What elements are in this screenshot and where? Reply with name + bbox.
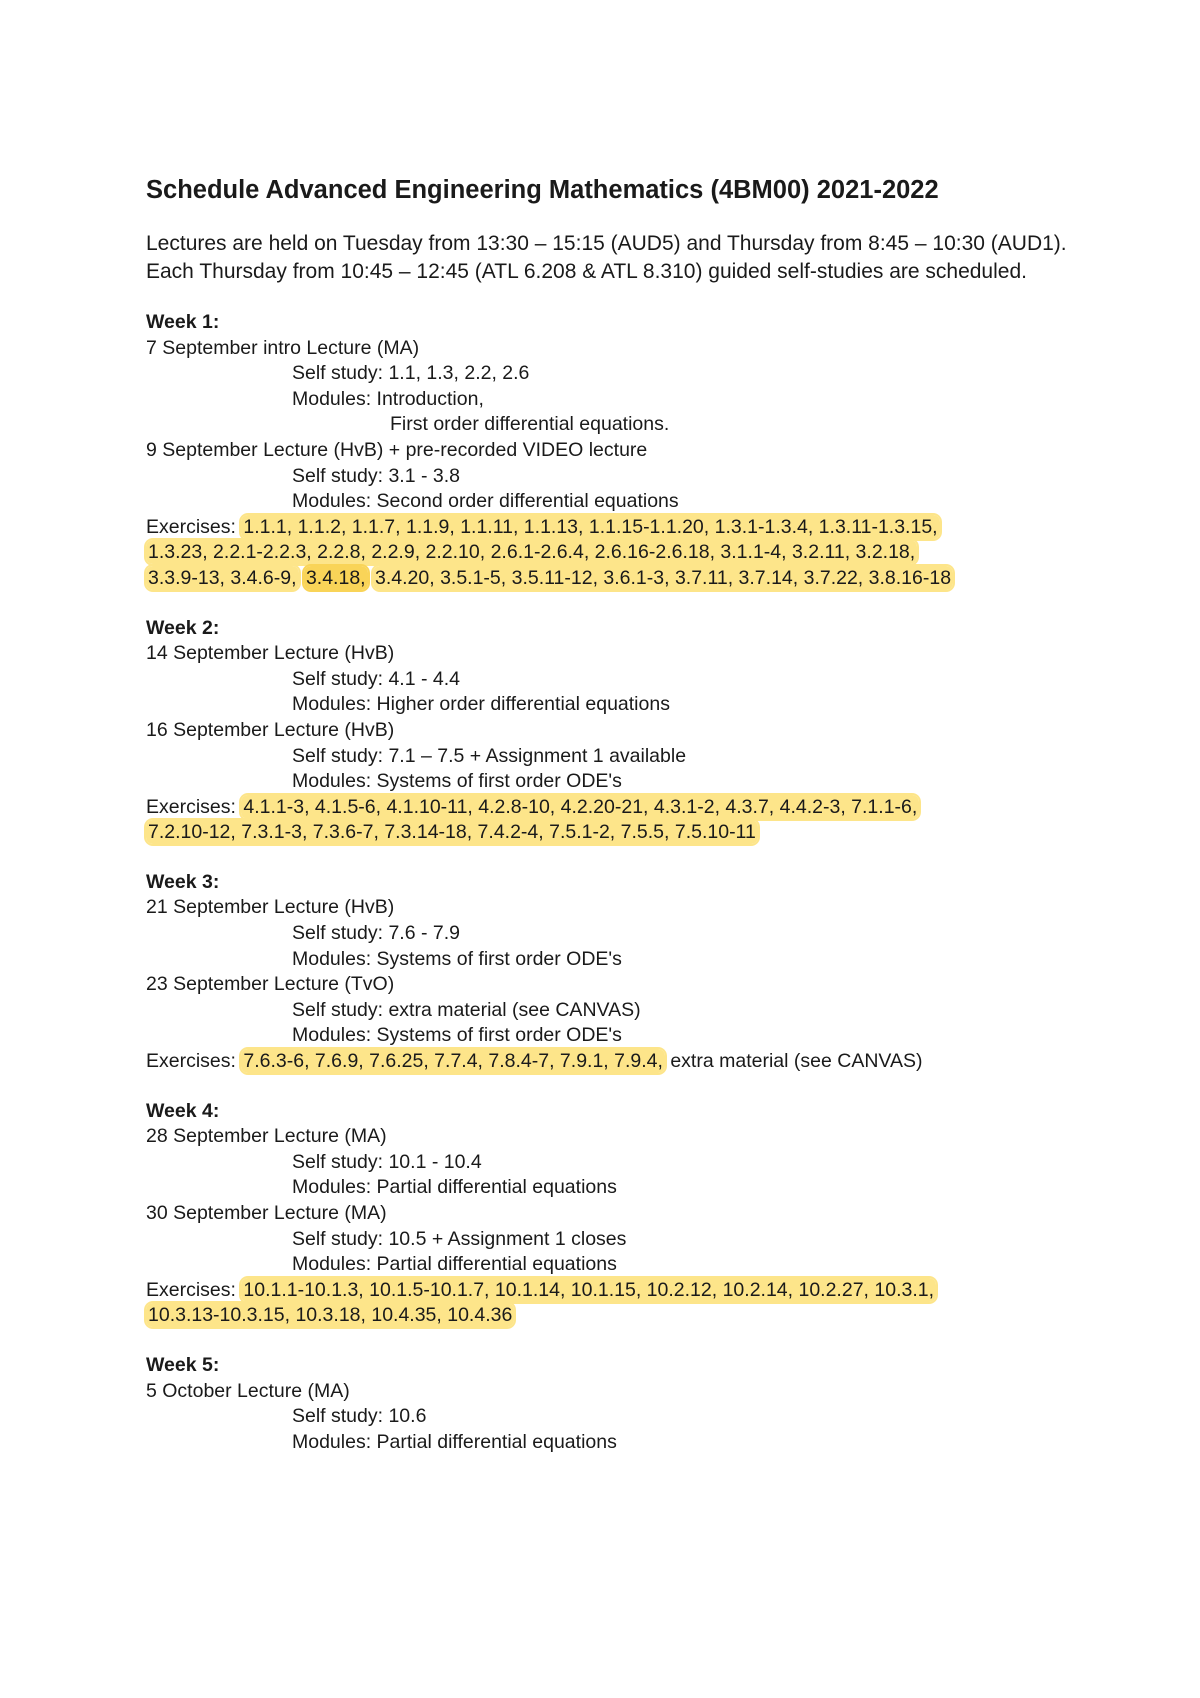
modules-line: Modules: Systems of first order ODE's	[292, 947, 622, 970]
exercises-line	[146, 515, 1076, 541]
lecture-line: 7 September intro Lecture (MA)	[146, 336, 420, 359]
week-4-section	[146, 1099, 1076, 1329]
exercises-line	[146, 540, 1076, 566]
week-3-section	[146, 870, 1076, 1075]
lecture-line: 30 September Lecture (MA)	[146, 1202, 387, 1224]
modules-line: Modules: Systems of first order ODE's	[292, 770, 622, 793]
exercises-highlight: 10.3.13-10.3.15, 10.3.18, 10.4.35, 10.4.36	[148, 1304, 513, 1327]
lecture-line: 14 September Lecture (HvB)	[146, 642, 395, 665]
exercises-highlight: 4.1.1-3, 4.1.5-6, 4.1.10-11, 4.2.8-10, 4.2.20-21, 4.3.1-2, 4.3.7, 4.4.2-3, 7.1.1-6,	[243, 795, 918, 818]
self-study-line: Self study: 4.1 - 4.4	[292, 667, 461, 690]
intro-paragraph	[146, 230, 1076, 286]
lecture-times-text: Lectures are held on Tuesday from 13:30 – 15:15 (AUD5) and Thursday from 8:45 – 10:30 (AUD1).	[146, 232, 1067, 255]
lecture-line: 23 September Lecture (TvO)	[146, 973, 395, 996]
self-study-times-text: Each Thursday from 10:45 – 12:45 (ATL 6.208 & ATL 8.310) guided self-studies are scheduled.	[146, 260, 1027, 283]
self-study-line: Self study: 1.1, 1.3, 2.2, 2.6	[292, 362, 530, 385]
self-study-line: Self study: 7.1 – 7.5 + Assignment 1 available	[292, 744, 687, 767]
exercises-highlight: 3.3.9-13, 3.4.6-9,	[148, 566, 297, 589]
exercises-tail: extra material (see CANVAS)	[664, 1050, 923, 1073]
modules-line: Modules: Partial differential equations	[292, 1430, 617, 1453]
self-study-line: Self study: 7.6 - 7.9	[292, 922, 461, 945]
lecture-line: 21 September Lecture (HvB)	[146, 896, 395, 919]
exercises-highlight: 7.6.3-6, 7.6.9, 7.6.25, 7.7.4, 7.8.4-7, 7.9.1, 7.9.4,	[243, 1050, 663, 1073]
modules-line: Modules: Partial differential equations	[292, 1176, 617, 1199]
exercises-label: Exercises:	[146, 1278, 236, 1301]
week-1-section	[146, 310, 1076, 592]
modules-continuation-line: First order differential equations.	[390, 413, 670, 436]
week-title: Week 2:	[146, 616, 220, 639]
exercises-line	[146, 1303, 1076, 1329]
modules-line: Modules: Introduction,	[292, 387, 484, 410]
self-study-line: Self study: 3.1 - 3.8	[292, 464, 461, 487]
exercises-line	[146, 1278, 1076, 1304]
lecture-line: 16 September Lecture (HvB)	[146, 718, 395, 741]
exercises-highlight: 1.1.1, 1.1.2, 1.1.7, 1.1.9, 1.1.11, 1.1.13, 1.1.15-1.1.20, 1.3.1-1.3.4, 1.3.11-1.3.15,	[243, 515, 938, 538]
exercises-line	[146, 820, 1076, 846]
modules-line: Modules: Second order differential equations	[292, 490, 679, 513]
week-title: Week 5:	[146, 1353, 220, 1376]
exercises-highlight: 7.2.10-12, 7.3.1-3, 7.3.6-7, 7.3.14-18, 7.4.2-4, 7.5.1-2, 7.5.5, 7.5.10-11	[148, 821, 756, 844]
document-content	[146, 172, 1076, 1455]
week-5-section	[146, 1353, 1076, 1455]
week-title: Week 1:	[146, 311, 220, 333]
self-study-line: Self study: extra material (see CANVAS)	[292, 998, 641, 1021]
exercises-line	[146, 795, 1076, 821]
self-study-line: Self study: 10.5 + Assignment 1 closes	[292, 1227, 627, 1250]
document-title: Schedule Advanced Engineering Mathematics (4BM00) 2021-2022	[146, 176, 939, 204]
exercises-line	[146, 566, 1076, 592]
week-2-section	[146, 616, 1076, 846]
modules-line: Modules: Higher order differential equations	[292, 693, 670, 716]
exercises-label: Exercises:	[146, 795, 236, 818]
week-title: Week 4:	[146, 1099, 220, 1122]
modules-line: Modules: Partial differential equations	[292, 1253, 617, 1276]
lecture-line: 28 September Lecture (MA)	[146, 1125, 387, 1148]
exercises-label: Exercises:	[146, 515, 236, 538]
exercises-label: Exercises:	[146, 1050, 236, 1073]
exercises-highlight: 3.4.20, 3.5.1-5, 3.5.11-12, 3.6.1-3, 3.7.11, 3.7.14, 3.7.22, 3.8.16-18	[375, 566, 952, 589]
self-study-line: Self study: 10.1 - 10.4	[292, 1150, 482, 1173]
lecture-line: 9 September Lecture (HvB) + pre-recorded VIDEO lecture	[146, 438, 648, 461]
modules-line: Modules: Systems of first order ODE's	[292, 1024, 622, 1047]
exercises-line	[146, 1049, 1076, 1075]
lecture-line: 5 October Lecture (MA)	[146, 1379, 350, 1402]
exercises-highlight-strong: 3.4.18,	[305, 566, 366, 589]
exercises-highlight: 1.3.23, 2.2.1-2.2.3, 2.2.8, 2.2.9, 2.2.10, 2.6.1-2.6.4, 2.6.16-2.6.18, 3.1.1-4, 3.2.11, 3.2.18,	[148, 541, 916, 564]
week-title: Week 3:	[146, 870, 220, 893]
self-study-line: Self study: 10.6	[292, 1405, 427, 1428]
exercises-highlight: 10.1.1-10.1.3, 10.1.5-10.1.7, 10.1.14, 10.1.15, 10.2.12, 10.2.14, 10.2.27, 10.3.1,	[243, 1278, 935, 1301]
